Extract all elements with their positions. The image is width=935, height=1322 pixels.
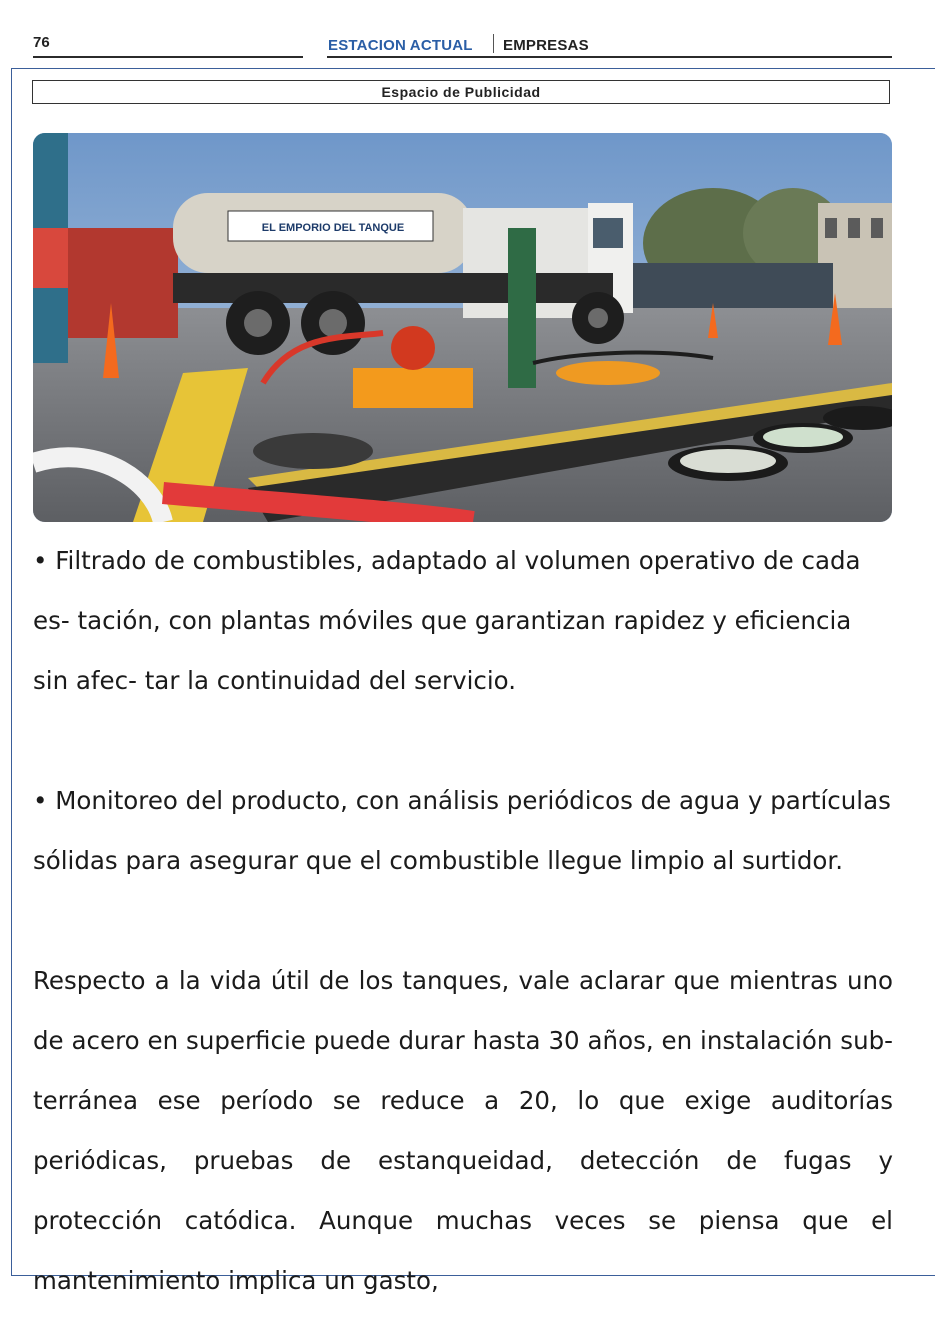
truck-sign-text: EL EMPORIO DEL TANQUE [261, 222, 405, 234]
page-number: 76 [33, 34, 50, 51]
paragraph-product-monitoring: • Monitoreo del producto, con análisis periódicos de agua y partículas sólidas para asegurar que el combustible llegue limpio al surtidor. [33, 786, 891, 875]
header-separator [493, 34, 494, 53]
paragraph-tank-lifespan: Respecto a la vida útil de los tanques, vale aclarar que mientras uno de acero en superficie puede durar hasta 30 años, en instalación sub- terránea ese período se reduce a 20, lo que exige auditorías periódicas, pruebas de estanqueidad, detección de fugas y protección catódica. Aunque muchas veces se piensa que el mantenimiento implica un gasto, [33, 966, 893, 1295]
ad-banner: Espacio de Publicidad [32, 80, 890, 104]
magazine-name: ESTACION ACTUAL [328, 37, 473, 54]
article-photo [33, 133, 892, 522]
header-rule-left [33, 56, 303, 58]
photo-illustration [33, 133, 892, 522]
section-name: EMPRESAS [503, 37, 589, 54]
header-rule-right [327, 56, 892, 58]
paragraph-fuel-filtering: • Filtrado de combustibles, adaptado al volumen operativo de cada es- tación, con plantas móviles que garantizan rapidez y eficiencia sin afec- tar la continuidad del servicio. [33, 546, 861, 695]
